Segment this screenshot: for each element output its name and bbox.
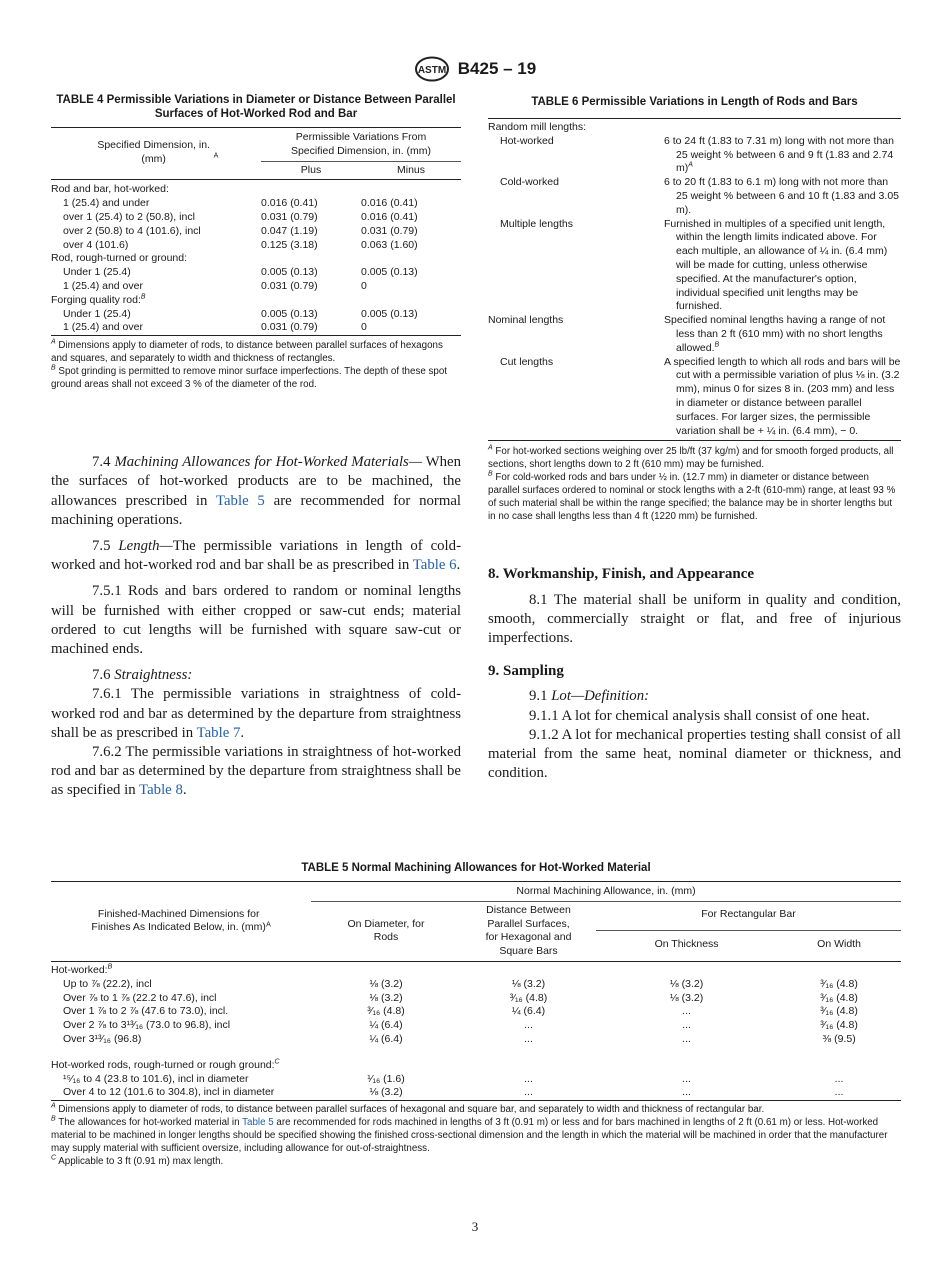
right-column: [488, 93, 901, 790]
table6-desc-sup: A: [688, 161, 693, 169]
table5-col-group: Normal Machining Allowance, in. (mm): [311, 882, 901, 902]
table4-col-group: [261, 128, 461, 162]
table5-group-row: [51, 1047, 901, 1073]
para-7-5: 7.5 Length—The permissible variations in length of cold-worked and hot-worked rod and bar shall be as prescribed in Table 6.: [51, 537, 461, 574]
table5-col-dim-sup: A: [266, 920, 271, 928]
table5-block: [51, 861, 901, 1168]
table5-cell-thk: ...: [682, 1005, 691, 1018]
table5-row: [51, 1019, 901, 1033]
table6-desc-text: 6 to 24 ft (1.83 to 7.31 m) long with not more than 25 weight % between 6 and 9 ft (1.83 and 2.74 m): [664, 134, 894, 175]
table6-footnote-b: $^B$ For cold-worked rods and bars under ½ in. (12.7 mm) in diameter or distance between parallel surfaces ordered to nominal or stock lengths with a 2-ft (610-mm) range, at least 93 % of such material shall be within the range specified; the balance may be in shorter lengths but in no case shall lengths less than 4 ft (1220 mm) be furnished.: [488, 471, 896, 523]
table6-desc-sup: B: [714, 341, 720, 349]
table5-col-width: On Width: [817, 937, 861, 950]
table4-cell-plus: 0.047 (1.19): [261, 224, 318, 237]
table4-group-row: [51, 252, 461, 266]
document-designation: B425 – 19: [457, 59, 537, 78]
para-7-6-2: 7.6.2 The permissible variations in straightness of hot-worked rod and bar as determined by the departure from straightness shall be as specified in Table 8.: [51, 744, 461, 799]
table6-desc: [664, 218, 901, 315]
table4-cell-dim: 1 (25.4) and over: [63, 279, 143, 292]
para-7-6: 7.6 Straightness:: [92, 667, 193, 684]
link-table-5[interactable]: Table 5: [215, 492, 265, 509]
table4-row: [51, 321, 461, 335]
table5-cell-dim: Over 3¹³⁄₁₆ (96.8): [63, 1032, 142, 1045]
table5: [51, 881, 901, 1101]
table4-footnote-a: $^A$ Dimensions apply to diameter of rods, to distance between parallel surfaces of hexagons and squares, and separately to width and thickness of rectangles.: [51, 338, 443, 365]
table4-col-dimension: [51, 128, 261, 180]
table5-col-parallel-label: Distance Between Parallel Surfaces, for Hexagonal and Square Bars: [485, 903, 572, 958]
table5-group-label-text: Hot-worked rods, rough-turned or rough ground:: [51, 1058, 275, 1071]
table4-cell-minus: 0.063 (1.60): [361, 238, 418, 251]
table4-cell-plus: 0.031 (0.79): [261, 210, 318, 223]
table4-col-dimension-label: Specified Dimension, in.(mm): [97, 138, 210, 165]
table5-col-thickness: On Thickness: [654, 937, 719, 950]
right-body-text: [488, 565, 901, 783]
table5-col-dim-label: Finished-Machined Dimensions for Finishes As Indicated Below, in. (mm): [91, 907, 266, 934]
table6-desc: [664, 356, 901, 441]
table4-cell-dim: 1 (25.4) and over: [63, 321, 143, 334]
table4-row: [51, 308, 461, 322]
table5-cell-par: ⅛ (3.2): [511, 977, 546, 990]
table5-caption: TABLE 5 Normal Machining Allowances for Hot-Worked Material: [301, 862, 651, 874]
para-7-4: 7.4 Machining Allowances for Hot-Worked Materials— When the surfaces of hot-worked products are to be machined, the allowances prescribed in Table 5 are recommended for normal machining operations.: [51, 454, 462, 528]
table4-col-minus: Minus: [396, 163, 425, 176]
table5-cell-dim: Up to ⅞ (22.2), incl: [63, 977, 152, 990]
table5-cell-dia: ¼ (6.4): [369, 1032, 403, 1045]
table5-cell-dim: Over ⅞ to 1 ⅞ (22.2 to 47.6), incl: [63, 991, 217, 1004]
table4-cell-dim: Under 1 (25.4): [63, 307, 131, 320]
table4-group-label: Forging quality rod:$^B$: [51, 293, 146, 306]
table5-cell-dim: Over 2 ⅞ to 3¹³⁄₁₆ (73.0 to 96.8), incl: [63, 1019, 231, 1032]
table6-desc: [664, 135, 901, 176]
table5-cell-wid: ...: [834, 1086, 844, 1099]
table4-group-row: [51, 180, 461, 197]
table5-col-diameter-label: On Diameter, for Rods: [347, 917, 425, 944]
table6-row: [488, 218, 901, 315]
table4-cell-minus: 0.016 (0.41): [361, 210, 418, 223]
table4-row: [51, 211, 461, 225]
table5-group-label-text: Hot-worked:: [51, 963, 108, 976]
para-8-1: 8.1 The material shall be uniform in quality and condition, smooth, commercially straight or flat, and free of injurious imperfections.: [488, 591, 901, 646]
table5-cell-thk: ...: [682, 1086, 691, 1099]
table5-cell-thk: ...: [682, 1019, 691, 1032]
table5-footnote-b: $^B$ The allowances for hot-worked material in Table 5 are recommended for rods machined in lengths of 3 ft (0.91 m) or less and for bars machined in lengths of 2 ft (0.61 m) or less. Hot-worked material to be machined in longer lengths should be specified showing the finished cross-sectional dimension and the length in which the material will be machined in order that the manufacturer may supply material with sufficient oversize, including allowance for out-of-straightness.: [51, 1115, 888, 1155]
link-table-8[interactable]: Table 8: [139, 782, 183, 799]
table4-body: [51, 180, 461, 336]
table5-body: [51, 961, 901, 1100]
table4-cell-plus: 0.031 (0.79): [261, 279, 318, 292]
table4-row: [51, 266, 461, 280]
table4-col-group-label: Permissible Variations From Specified Dimension, in. (mm): [290, 131, 432, 157]
table6-desc-text: Specified nominal lengths having a range of not less than 2 ft (610 mm) with no short lengths allowed.: [664, 314, 886, 354]
table6-term: Cut lengths: [500, 355, 554, 368]
table5-footnotes: [51, 1103, 901, 1168]
table4-cell-minus: 0: [361, 321, 367, 334]
table5-col-dim: [51, 882, 311, 962]
table4-col-dimension-sup: A: [213, 152, 219, 160]
table4-cell-minus: 0.016 (0.41): [361, 197, 418, 210]
table4-cell-dim: over 4 (101.6): [63, 238, 129, 251]
table5-col-diameter: [311, 901, 461, 961]
table5-cell-wid: ³⁄₁₆ (4.8): [820, 1005, 858, 1018]
table5-col-parallel: [461, 901, 596, 961]
table5-cell-dia: ⅛ (3.2): [369, 991, 403, 1004]
table4-cell-plus: 0.016 (0.41): [261, 197, 318, 210]
table6-desc: [664, 314, 901, 355]
table5-row: [51, 1033, 901, 1047]
table4-cell-plus: 0.005 (0.13): [261, 266, 318, 279]
table6-term: Nominal lengths: [488, 314, 564, 327]
astm-logo-icon: [414, 56, 450, 82]
table5-cell-dia: ⅛ (3.2): [369, 1086, 403, 1099]
svg-text:ASTM: ASTM: [417, 65, 446, 76]
table5-cell-dia: ¹⁄₁₆ (1.6): [367, 1072, 405, 1085]
table5-group-label-sup: C: [274, 1058, 280, 1066]
table6-term: Multiple lengths: [500, 217, 573, 230]
table5-cell-wid: ³⁄₁₆ (4.8): [820, 977, 858, 990]
table4-group-row: [51, 294, 461, 308]
table4-col-plus: Plus: [300, 163, 322, 176]
table4-cell-dim: over 2 (50.8) to 4 (101.6), incl: [63, 224, 201, 237]
table5-row: [51, 992, 901, 1006]
para-7-6-1: 7.6.1 The permissible variations in straightness of cold-worked rod and bar as determined by the departure from straightness shall be as prescribed in Table 7.: [51, 686, 461, 741]
table6-term: Hot-worked: [500, 134, 554, 147]
table5-group-label: [51, 1047, 901, 1073]
table5-row: [51, 1086, 901, 1100]
para-7-5-1: 7.5.1 Rods and bars ordered to random or nominal lengths will be furnished with either cropped or saw-cut ends; material ordered to cut lengths will be furnished with square saw-cut or machined ends.: [51, 583, 461, 657]
table4-caption: TABLE 4 Permissible Variations in Diameter or Distance Between Parallel Surfaces of Hot-Worked Rod and Bar: [56, 94, 456, 120]
table5-group-row: [51, 961, 901, 977]
table4-row: [51, 239, 461, 253]
table6-footnote-a: $^A$ For hot-worked sections weighing over 25 lb/ft (37 kg/m) and for smooth forged products, all sections, short lengths down to 2 ft (610 mm) may be furnished.: [488, 445, 894, 471]
table4-footnotes: [51, 339, 461, 391]
table5-cell-par: ¼ (6.4): [511, 1005, 546, 1018]
table4-cell-plus: 0.031 (0.79): [261, 321, 318, 334]
table4-cell-minus: 0.031 (0.79): [361, 224, 418, 237]
table5-col-rect: For Rectangular Bar: [596, 901, 901, 930]
table6-body: [488, 135, 901, 441]
link-table-5-footnote[interactable]: Table 5: [242, 1117, 274, 1129]
table5-cell-thk: ⅛ (3.2): [669, 991, 704, 1004]
table6: [488, 118, 901, 441]
table6-heading-random: Random mill lengths:: [488, 121, 587, 133]
table4-row: [51, 197, 461, 211]
table4: [51, 127, 461, 336]
table5-row: [51, 1073, 901, 1087]
table5-row: [51, 978, 901, 992]
table5-cell-par: ...: [524, 1072, 533, 1085]
table4-group-label: Rod, rough-turned or ground:: [51, 252, 188, 265]
link-table-6[interactable]: Table 6: [412, 557, 457, 574]
table4-cell-dim: 1 (25.4) and under: [63, 197, 150, 210]
table5-cell-dim: Over 4 to 12 (101.6 to 304.8), incl in diameter: [63, 1086, 275, 1099]
table4-cell-minus: 0.005 (0.13): [361, 307, 418, 320]
left-body-text: [51, 453, 461, 800]
page-number: 3: [471, 1219, 479, 1234]
table5-cell-wid: ...: [834, 1072, 844, 1085]
table6-desc-text: Furnished in multiples of a specified unit length, within the length limits indicated above. For each multiple, an allowance of ¼ in. (6.4 mm) will be made for cutting, unless otherwise specified. At the manufacturer's option, individual specified unit lengths may be furnished.: [664, 217, 888, 313]
table4-cell-plus: 0.005 (0.13): [261, 307, 318, 320]
table4-cell-dim: Under 1 (25.4): [63, 266, 131, 279]
table5-cell-par: ...: [524, 1086, 533, 1099]
table5-cell-dia: ⅛ (3.2): [369, 977, 403, 990]
page-header: [0, 56, 950, 82]
table5-cell-wid: ³⁄₁₆ (4.8): [820, 1019, 858, 1032]
left-column: [51, 93, 461, 808]
table4-cell-dim: over 1 (25.4) to 2 (50.8), incl: [63, 210, 195, 223]
table5-group-label-sup: B: [107, 963, 113, 971]
table6-caption: TABLE 6 Permissible Variations in Length of Rods and Bars: [531, 96, 858, 108]
table5-cell-dim: Over 1 ⅞ to 2 ⅞ (47.6 to 73.0), incl.: [63, 1005, 229, 1018]
table6-desc: [664, 176, 901, 217]
table4-group-label-sup: B: [140, 293, 146, 301]
table5-cell-dim: ¹⁵⁄₁₆ to 4 (23.8 to 101.6), incl in diameter: [63, 1072, 249, 1085]
table5-footnote-a: $^A$ Dimensions apply to diameter of rods, to distance between parallel surfaces of hexagonal and square bar, and separately to width and thickness of rectangular bar.: [51, 1102, 765, 1116]
table4-cell-plus: 0.125 (3.18): [261, 238, 318, 251]
para-9-1-1: 9.1.1 A lot for chemical analysis shall consist of one heat.: [529, 707, 870, 724]
table5-footnote-c: $^C$ Applicable to 3 ft (0.91 m) max length.: [51, 1154, 224, 1168]
table5-cell-wid: ⅜ (9.5): [822, 1032, 856, 1045]
para-9-1: 9.1 Lot—Definition:: [529, 688, 650, 705]
para-9-1-2: 9.1.2 A lot for mechanical properties testing shall consist of all material from the same heat, nominal diameter or thickness, and condition.: [488, 726, 901, 782]
table5-cell-par: ...: [524, 1032, 533, 1045]
table5-row: [51, 1005, 901, 1019]
table6-row: [488, 176, 901, 217]
table6-row: [488, 135, 901, 176]
table5-cell-thk: ...: [682, 1072, 691, 1085]
section-9-heading: 9. Sampling: [488, 663, 564, 680]
table5-cell-par: ...: [524, 1019, 533, 1032]
table4-footnote-b: $^B$ Spot grinding is permitted to remove minor surface imperfections. The depth of these spot ground areas shall not exceed 3 % of the diameter of the rod.: [51, 364, 448, 391]
table4-cell-minus: 0: [361, 279, 367, 292]
table6-row: [488, 356, 901, 441]
table6-desc-text: A specified length to which all rods and bars will be cut with a permissible variation of plus ⅛ in. (3.2 mm), minus 0 for sizes 8 in. (203 mm) and less in diameter or distance between parallel surfaces. For larger sizes, the permissible variation shall be + ¼ in. (6.4 mm), − 0.: [664, 355, 901, 437]
section-8-heading: 8. Workmanship, Finish, and Appearance: [488, 566, 755, 583]
table5-cell-wid: ³⁄₁₆ (4.8): [820, 991, 858, 1004]
table6-row: [488, 314, 901, 355]
table4-cell-minus: 0.005 (0.13): [361, 266, 418, 279]
table6-term: Cold-worked: [500, 176, 559, 189]
table5-cell-thk: ⅛ (3.2): [669, 977, 704, 990]
table6-footnotes: [488, 445, 901, 523]
table4-row: [51, 225, 461, 239]
table5-cell-dia: ¼ (6.4): [369, 1019, 403, 1032]
table5-cell-dia: ³⁄₁₆ (4.8): [367, 1005, 405, 1018]
link-table-7[interactable]: Table 7: [196, 724, 241, 741]
table4-row: [51, 280, 461, 294]
table4-group-label: Rod and bar, hot-worked:: [51, 183, 169, 196]
table5-group-label: [51, 961, 901, 977]
table6-desc-text: 6 to 20 ft (1.83 to 6.1 m) long with not more than 25 weight % between 6 and 10 ft (1.83 and 3.05 m).: [664, 176, 899, 216]
table5-cell-par: ³⁄₁₆ (4.8): [509, 991, 548, 1004]
table5-cell-thk: ...: [682, 1032, 691, 1045]
